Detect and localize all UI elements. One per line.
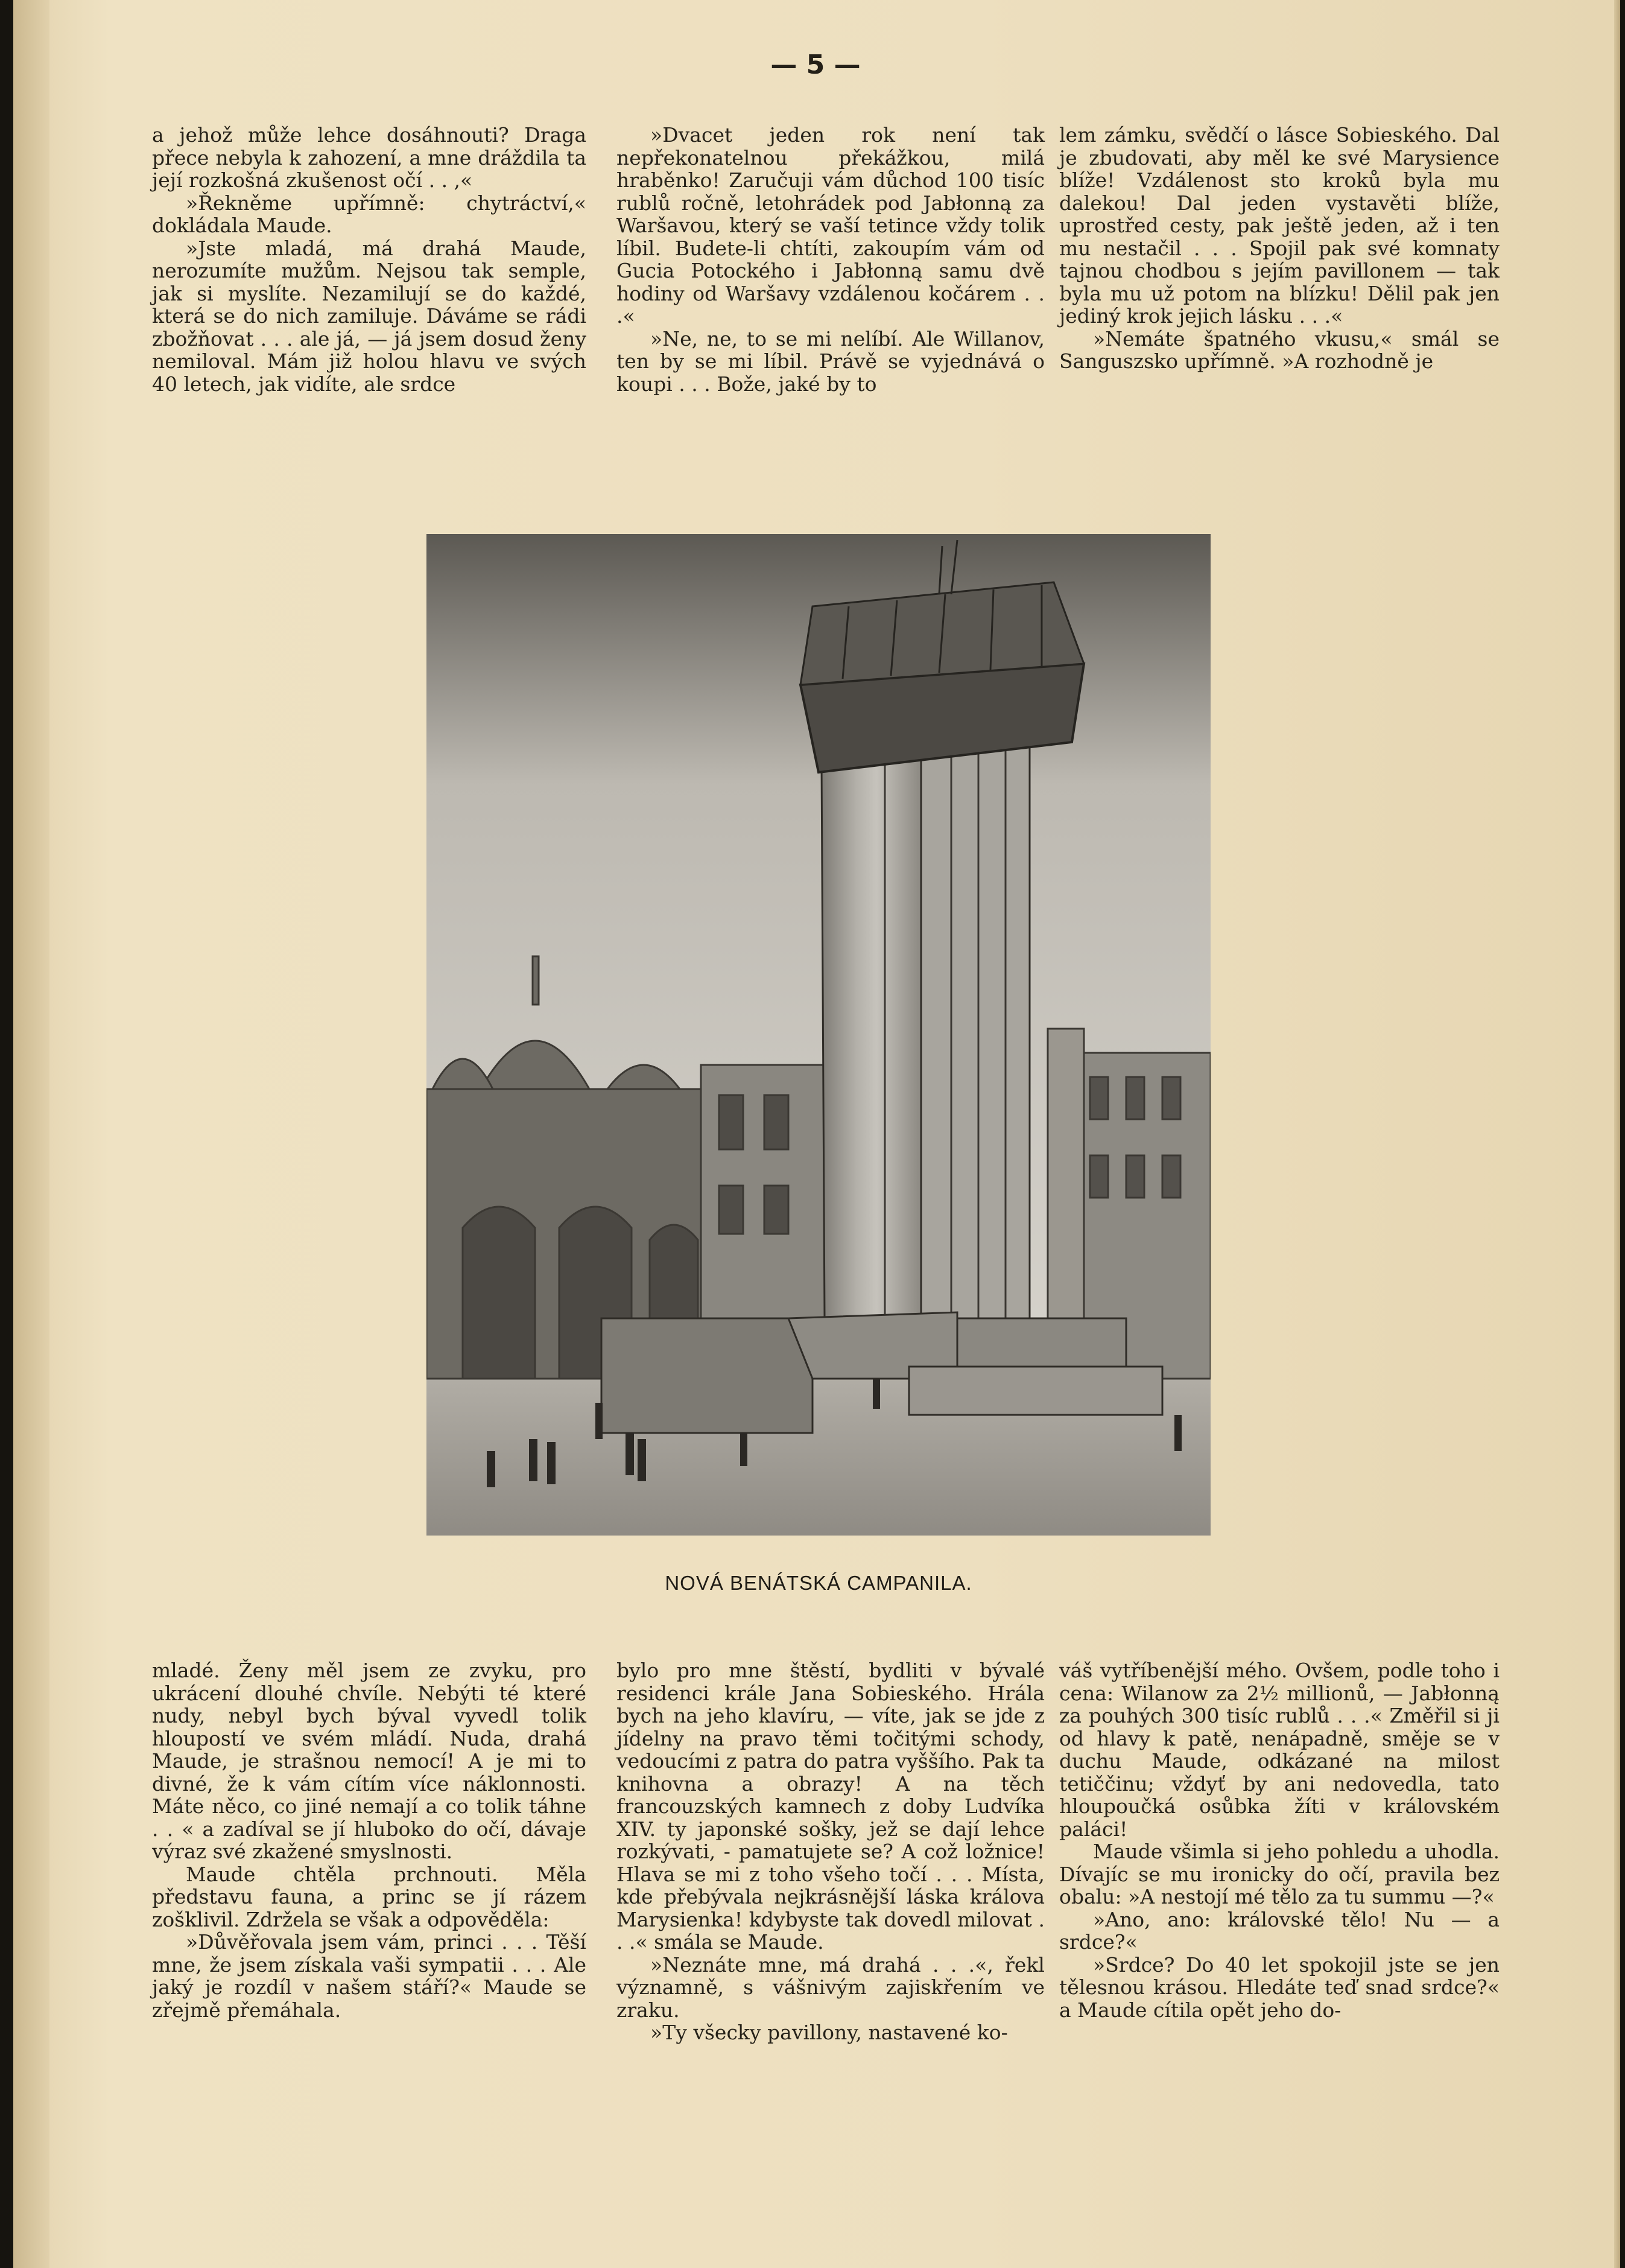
paragraph: »Srdce? Do 40 let spokojil jste se jen tělesnou krásou. Hledáte teď snad srdce?« a Maude cítila opět jeho do-	[1059, 1952, 1500, 2022]
top-column-1	[152, 124, 586, 449]
top-column-2	[616, 124, 1045, 449]
page-edge	[1614, 0, 1620, 2268]
paragraph: »Nemáte špatného vkusu,« smál se Sanguszsko upřímně. »A rozhodně je	[1059, 326, 1500, 373]
paragraph: bylo pro mne štěstí, bydliti v bývalé residenci krále Jana Sobieského. Hrála bych na jeho klavíru, — víte, jak se jde z jídelny na pravo těmi točitými schody, vedoucími z patra do patra vyššího. Pak ta knihovna a obrazy! A na těch francouzských kamnech z doby Ludvíka XIV. ty japonské sošky, jež se dají lehce rozkývati, - pamatujete se? A což ložnice! Hlava se mi z toho všeho točí . . . Místa, kde přebývala nejkrásnější láska králova Marysienka! kdybyste tak dovedl milovat . . .« smála se Maude.	[616, 1659, 1045, 1954]
photo-campanile-icon	[426, 534, 1211, 1536]
paragraph: »Dvacet jeden rok není tak nepřekonatelnou překážkou, milá hraběnko! Zaručuji vám důchod 100 tisíc rublů ročně, letohrádek pod Jabłonną za Waršavou, který se vaší tetince vždy tolik líbil. Budete-li chtíti, zakoupím vám od Gucia Potockého i Jabłonną samu dvě hodiny od Waršavy vzdálenou kočárem . . .«	[616, 123, 1045, 328]
bottom-column-2	[616, 1659, 1045, 2142]
magazine-page	[13, 0, 1620, 2268]
top-column-3	[1059, 124, 1500, 449]
paragraph: »Řekněme upřímně: chytráctví,« dokládala Maude.	[152, 191, 586, 237]
paragraph: »Ty všecky pavillony, nastavené ko-	[650, 2021, 1008, 2044]
paragraph: Maude všimla si jeho pohledu a uhodla. Dívajíc se mu ironicky do očí, pravila bez obalu: »A nestojí mé tělo za tu summu —?«	[1059, 1840, 1500, 1908]
page-number: — 5 —	[770, 49, 861, 80]
paragraph: lem zámku, svědčí o lásce Sobieského. Dal je zbudovati, aby měl ke své Marysience blíže! Vzdálenost sto kroků byla mu dalekou! Dal jeden vystavěti blíže, uprostřed cesty, pak ještě jeden, až i ten mu nestačil . . . Spojil pak své komnaty tajnou chodbou s jejím pavillonem — tak byla mu už potom na blízku! Dělil pak jen jediný krok jejich lásku . . .«	[1059, 123, 1500, 328]
binding-gutter	[13, 0, 49, 2268]
bottom-column-1	[152, 1659, 586, 2142]
paragraph: »Ano, ano: královské tělo! Nu — a srdce?«	[1059, 1907, 1500, 1954]
paragraph: mladé. Ženy měl jsem ze zvyku, pro ukrácení dlouhé chvíle. Nebýti té které nudy, nebyl bych býval vyvedl tolik hloupostí ve svém mládí. Nuda, drahá Maude, je strašnou nemocí! A je mi to divné, že k vám cítím více náklonnosti. Máte něco, co jiné nemají a co tolik táhne . . « a zadíval se jí hluboko do očí, dávaje výraz své zkažené smyslnosti.	[152, 1659, 586, 1863]
paragraph: »Jste mladá, má drahá Maude, nerozumíte mužům. Nejsou tak semple, jak si myslíte. Nezamilují se do každé, která se do nich zamiluje. Dáváme se rádi zbožňovat . . . ale já, — já jsem dosud ženy nemiloval. Mám již holou hlavu ve svých 40 letech, jak vidíte, ale srdce	[152, 236, 586, 396]
photo-caption: NOVÁ BENÁTSKÁ CAMPANILA.	[665, 1572, 972, 1594]
paragraph: »Důvěřovala jsem vám, princi . . . Těší mne, že jsem získala vaši sympatii . . . Ale jaký je rozdíl v našem stáří?« Maude se zřejmě přemáhala.	[152, 1930, 586, 2022]
bottom-column-3	[1059, 1659, 1500, 2142]
paragraph: váš vytříbenější mého. Ovšem, podle toho i cena: Wilanow za 2½ millionů, — Jabłonną za pouhých 300 tisíc rublů . . .« Změřil si ji od hlavy k patě, nenápadně, směje se v duchu Maude, odkázané na milost tetiččinu; vždyť by ani nedovedla, tato hloupoučká osůbka žíti v královském paláci!	[1059, 1659, 1500, 1841]
paragraph: »Ne, ne, to se mi nelíbí. Ale Willanov, ten by se mi líbil. Právě se vyjednává o koupi . . . Bože, jaké by to	[616, 326, 1045, 396]
campanile-photograph	[426, 534, 1211, 1536]
paragraph: Maude chtěla prchnouti. Měla představu fauna, a princ se jí rázem zošklivil. Zdržela se však a odpověděla:	[152, 1862, 586, 1931]
paragraph: a jehož může lehce dosáhnouti? Draga přece nebyla k zahození, a mne dráždila ta její rozkošná zkušenost očí . . ,«	[152, 123, 586, 192]
paragraph: »Neznáte mne, má drahá . . .«, řekl významně, s vášnivým zajiskřením ve zraku.	[616, 1952, 1045, 2022]
